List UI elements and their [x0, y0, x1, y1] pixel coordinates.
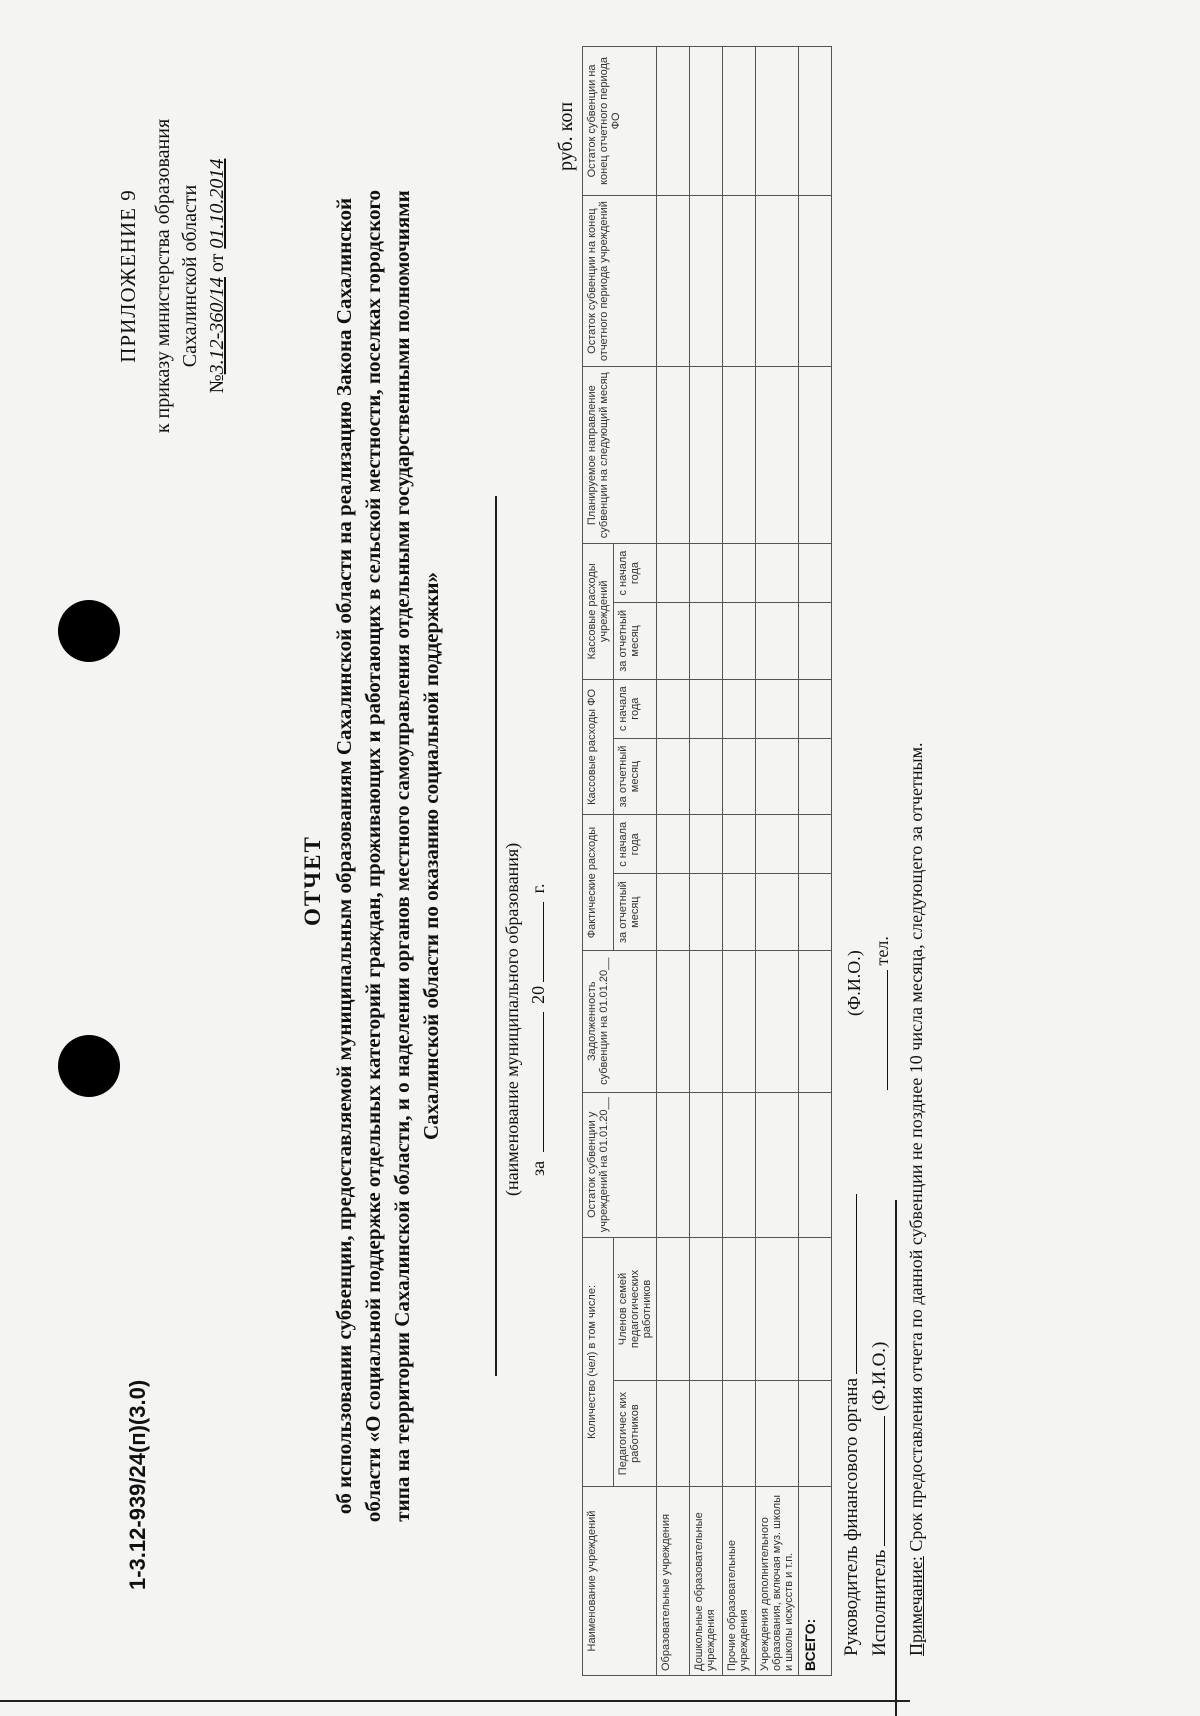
header-ost-begin: Остаток субвенции у учреждений на 01.01.20__: [583, 1092, 657, 1237]
note-label: Примечание:: [906, 1556, 926, 1656]
header-count-a: Педагогичес ких работников: [614, 1381, 657, 1487]
header-debt: Задолженность субвенции на 01.01.20__: [583, 950, 657, 1092]
document-code: 1-3.12-939/24(п)(3.0): [125, 1379, 150, 1590]
report-period: [528, 884, 549, 1176]
note-text: Срок предоставления отчета по данной субвенции не позднее 10 числа месяца, следующего за отчетным.: [906, 742, 926, 1557]
appendix-line: Сахалинской области: [179, 184, 201, 368]
header-year: с начала года: [614, 543, 657, 602]
footnote: [906, 742, 927, 1656]
row-name: Прочие образовательные учреждения: [723, 1487, 756, 1676]
period-year-blank: [529, 902, 544, 982]
document-title: ОТЧЕТ: [300, 835, 325, 926]
report-table: [582, 46, 832, 1676]
table-row: [690, 47, 723, 1676]
executor-label: Исполнитель: [869, 1549, 890, 1656]
table-row: [756, 47, 799, 1676]
total-row: [799, 47, 832, 1676]
executor-line: [866, 1194, 894, 1656]
period-za: за: [528, 1160, 548, 1176]
order-number: 3.12-360/14: [206, 277, 228, 375]
header-name: Наименование учреждений: [583, 1487, 657, 1676]
head-fio: (Ф.И.О.): [844, 950, 864, 1016]
head-signature-blank: [840, 1194, 857, 1374]
header-month: за отчетный месяц: [614, 874, 657, 950]
currency-unit: руб. коп: [555, 101, 577, 171]
phone-label: тел.: [872, 936, 892, 966]
executor-fio: (Ф.И.О.): [869, 1341, 890, 1411]
table-row: [657, 47, 690, 1676]
table-row: [723, 47, 756, 1676]
head-label: Руководитель финансового органа: [841, 1377, 862, 1656]
row-name: Образовательные учреждения: [657, 1487, 690, 1676]
period-g: г.: [528, 883, 548, 894]
appendix-line: к приказу министерства образования: [152, 118, 174, 434]
total-label: ВСЕГО:: [799, 1487, 832, 1676]
row-name: Учреждения дополнительного образования, включая муз. школы и школы искусств и т.п.: [756, 1487, 799, 1676]
signatures-block: [838, 1194, 894, 1656]
appendix-number-line: [204, 66, 231, 486]
date-prefix: от: [206, 253, 228, 273]
phone-line: [872, 936, 893, 1096]
header-plan: Планируемое направление субвенции на следующий месяц: [583, 367, 657, 544]
header-fact: Фактические расходы: [583, 815, 614, 951]
header-month: за отчетный месяц: [614, 603, 657, 679]
header-count: Количество (чел) в том числе:: [583, 1237, 614, 1486]
header-ost-fo: Остаток субвенции на конец отчетного периода ФО: [583, 47, 657, 196]
header-kfo: Кассовые расходы ФО: [583, 679, 614, 815]
header-month: за отчетный месяц: [614, 738, 657, 814]
header-row: [583, 47, 614, 1676]
document-subtitle: об использовании субвенции, предоставляемой муниципальным образованиям Сахалинской области на реализацию Закона Сахалинской области «О социальной поддержке отдельных категорий граждан, проживающих и работающих в сельской местности, поселках городского типа на территории Сахалинской области, и о наделении органов местного самоуправления отдельными государственными полномочиями Сахалинской области по оказанию социальной поддержки»: [332, 189, 443, 1523]
header-count-b: Членов семей педагогических работников: [614, 1237, 657, 1380]
header-kuch: Кассовые расходы учреждений: [583, 543, 614, 679]
row-name: Дошкольные образовательные учреждения: [690, 1487, 723, 1676]
appendix-title: ПРИЛОЖЕНИЕ 9: [116, 189, 140, 363]
period-month-blank: [529, 1012, 544, 1152]
period-20: 20: [528, 985, 548, 1004]
header-year: с начала года: [614, 679, 657, 738]
order-date: 01.10.2014: [206, 158, 228, 249]
executor-signature-blank: [868, 1416, 885, 1546]
number-prefix: №: [206, 374, 228, 394]
appendix-block: [115, 66, 231, 486]
header-ost-uch: Остаток субвенции на конец отчетного периода учреждений: [583, 195, 657, 367]
head-line: [838, 1194, 866, 1656]
phone-blank: [873, 970, 888, 1090]
municipality-name-line: [495, 496, 497, 1376]
municipality-caption: (наименование муниципального образования): [502, 842, 522, 1196]
header-year: с начала года: [614, 815, 657, 874]
